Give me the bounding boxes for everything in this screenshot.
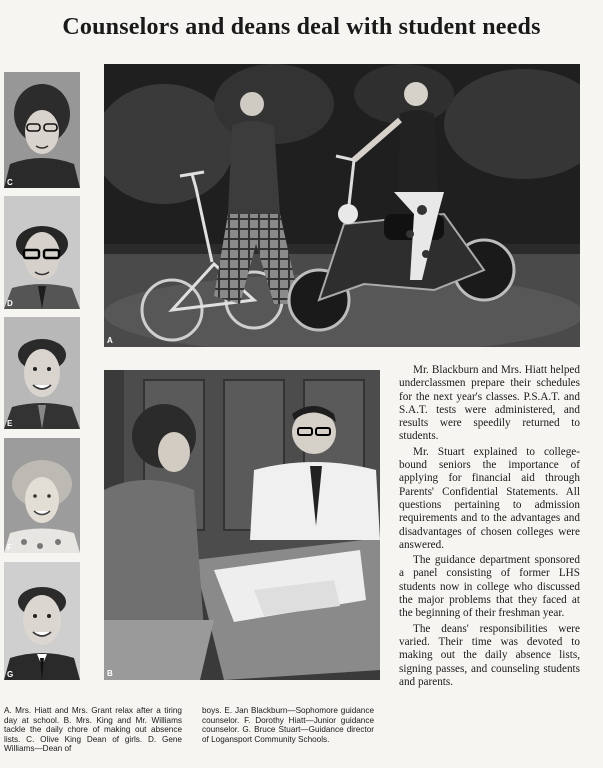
portrait-d-label: D [7, 299, 13, 308]
caption-column-2 [202, 706, 374, 744]
portrait-d-photo [4, 196, 80, 309]
portrait-g-photo [4, 562, 80, 680]
article-paragraph-3: The guidance department sponsored a panel consisting of former LHS students now in college who discussed the major problems that they faced at the beginning of their freshman year. [399, 554, 580, 620]
page-title: Counselors and deans deal with student needs [62, 14, 541, 40]
photo-a-label: A [107, 336, 113, 345]
photo-a-bikes [104, 64, 580, 347]
portrait-f-label: F [7, 543, 12, 552]
portrait-c-label: C [7, 178, 13, 187]
caption-column-1 [4, 706, 182, 754]
article-paragraph-2: Mr. Stuart explained to college-bound seniors the importance of applying for financial aid through Parents' Confidential Statements. All questions pertaining to admission requirements and to the advantages and disadvantages of chosen colleges were answered. [399, 445, 580, 551]
portrait-e-photo [4, 317, 80, 429]
article-paragraph-1: Mr. Blackburn and Mrs. Hiatt helped underclassmen prepare their schedules for the next year's classes. P.S.A.T. and S.A.T. tests were administered, and results were speedily returned to students. [399, 364, 580, 443]
article-paragraph-4: The deans' responsibilities were varied. Their time was devoted to making out the daily absence lists, signing passes, and counseling students and parents. [399, 622, 580, 688]
portrait-e-label: E [7, 419, 13, 428]
portrait-f-photo [4, 438, 80, 553]
caption-text-1: A. Mrs. Hiatt and Mrs. Grant relax after a tiring day at school. B. Mrs. King and Mr. Williams tackle the daily chore of making out absence lists. C. Olive King Dean of girls. D. Gene Williams—Dean of [4, 706, 182, 754]
caption-text-2: boys. E. Jan Blackburn—Sophomore guidance counselor. F. Dorothy Hiatt—Junior guidance counselor. G. Bruce Stuart—Guidance director of Logansport Community Schools. [202, 706, 374, 744]
article-body [399, 364, 580, 691]
portrait-c-photo [4, 72, 80, 188]
photo-b-label: B [107, 669, 113, 678]
photo-b-office [104, 370, 380, 680]
portrait-g-label: G [7, 670, 14, 679]
